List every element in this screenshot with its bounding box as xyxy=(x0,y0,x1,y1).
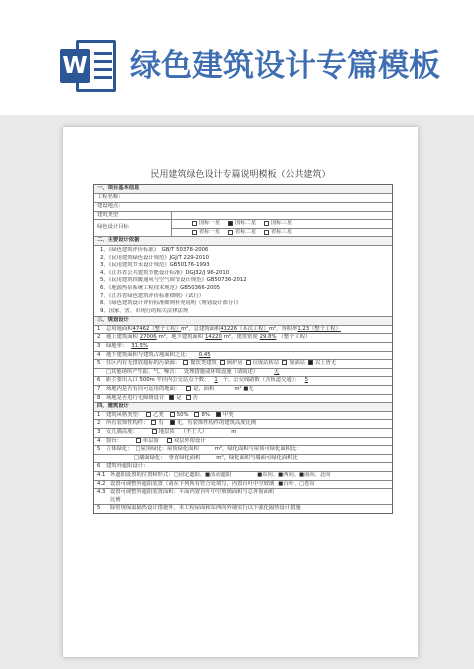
rating-option[interactable] xyxy=(228,229,264,237)
field-label: 个，公交线路数（含轨道交通）： xyxy=(222,377,300,384)
table-row xyxy=(94,419,392,428)
checkbox[interactable] xyxy=(246,360,251,365)
row-content xyxy=(106,377,392,385)
option[interactable] xyxy=(167,438,206,446)
row-number: 5 xyxy=(97,446,101,453)
option[interactable] xyxy=(169,395,181,403)
checkbox[interactable] xyxy=(169,395,174,400)
option[interactable] xyxy=(194,412,209,420)
field-label: □其他场所产生振、气、噪音： xyxy=(106,368,180,375)
row-number: 4.2 xyxy=(97,480,106,487)
row-number: 1 xyxy=(97,325,101,332)
checkbox[interactable] xyxy=(167,438,172,443)
rating-option[interactable] xyxy=(264,220,300,228)
rating-option[interactable] xyxy=(192,229,228,237)
word-icon xyxy=(60,38,118,94)
field-label: ■东向、■西向、■南向、北向 xyxy=(257,471,331,478)
field-label: 处理措施或环境设施（请简述） xyxy=(183,368,259,375)
banner xyxy=(0,0,474,115)
word-logo-letter: W xyxy=(60,49,90,83)
option-label: 无，有装饰性构件的建筑高度比例 xyxy=(176,420,257,427)
field-label: 场地是否进行无障碍设计 xyxy=(106,394,165,401)
checkbox[interactable] xyxy=(192,230,197,235)
logo-line xyxy=(94,60,112,63)
row-content xyxy=(106,395,392,403)
row-number xyxy=(94,369,106,377)
field-label: □墙面绿化： xyxy=(134,454,166,461)
table-row xyxy=(94,342,392,351)
checkbox[interactable] xyxy=(228,221,233,226)
field-label: 距主要出入口 500m 半径内公交站点个数： xyxy=(106,377,210,384)
option-label: 8% xyxy=(201,411,210,418)
rating-option[interactable] xyxy=(192,220,228,228)
table-row xyxy=(94,504,392,513)
option-label: 双层外窗设计 xyxy=(173,437,206,444)
rating-label: 省标三星 xyxy=(271,228,293,235)
field-value[interactable]: 41226（本次工程） xyxy=(220,325,269,332)
field-label: 场地内是否有向可运用的地面： xyxy=(106,386,181,393)
field-label: m²，建筑密度 xyxy=(223,334,258,341)
field-label: m²，绿化面积与屋顶可绿化面积比： xyxy=(214,446,302,453)
row-content xyxy=(106,412,392,420)
table-row xyxy=(94,445,392,454)
field-value[interactable]: 47462（整个工程） xyxy=(132,325,182,332)
table-row xyxy=(94,480,392,489)
row-number: 2 xyxy=(97,420,101,427)
option-label: 甲类 xyxy=(222,411,234,418)
target-options xyxy=(172,220,392,236)
option[interactable] xyxy=(183,360,217,368)
checkbox[interactable] xyxy=(228,230,233,235)
field-label: 所有装饰性构件： xyxy=(106,420,149,427)
option[interactable] xyxy=(151,420,163,428)
row-content xyxy=(106,369,392,377)
table-row xyxy=(94,193,392,202)
building-type-value xyxy=(172,212,392,220)
basis-item: 6、《地源热泵系统工程技术规范》GB50366-2005 xyxy=(100,284,221,291)
option-label: 单层窗 xyxy=(142,437,159,444)
document-page xyxy=(63,127,418,657)
checkbox[interactable] xyxy=(220,360,225,365)
row-number: 6 xyxy=(97,463,101,470)
row-number: 8 xyxy=(97,394,101,401)
option-label: 以上皆无 xyxy=(314,360,337,367)
table-row xyxy=(94,333,392,342)
table-row xyxy=(94,351,392,360)
field-label: ■百叶、□卷帘 xyxy=(278,480,315,487)
basis-item: 9、国家、省、市现行的相关法律法规 xyxy=(100,307,189,314)
field-label: 立体绿化： xyxy=(106,446,133,453)
checkbox[interactable] xyxy=(264,221,269,226)
field-label: 绿地率： xyxy=(106,343,128,350)
option-label: 锅炉房 xyxy=(226,360,243,367)
basis-items xyxy=(94,246,392,316)
field-label: m²，总建筑面积 xyxy=(181,325,221,332)
rating-label: 国标二星 xyxy=(235,220,257,227)
row-number: 4.3 xyxy=(97,489,106,496)
building-type-label: 建筑类型 xyxy=(94,212,172,220)
table-row xyxy=(94,325,392,334)
table-row xyxy=(94,394,392,403)
checkbox[interactable] xyxy=(146,412,151,417)
checkbox[interactable] xyxy=(170,420,175,425)
basis-item: 8、《绿色建筑设计评价标准细则补充说明（规划设计部分）》 xyxy=(100,300,242,307)
checkbox[interactable] xyxy=(216,412,221,417)
row-number: 4.1 xyxy=(97,471,106,478)
document-title: 民用建筑绿色设计专篇说明模板（公共建筑） xyxy=(150,170,331,180)
row-content xyxy=(110,489,392,504)
option[interactable] xyxy=(282,360,305,368)
option-label: 垃圾站转站 xyxy=(252,360,280,367)
section-heading: 一、项目基本信息 xyxy=(94,185,392,193)
rating-label: 国标三星 xyxy=(271,220,293,227)
option[interactable] xyxy=(170,412,189,420)
option-label: 加油站 xyxy=(289,360,305,367)
row-content xyxy=(106,326,392,334)
checkbox[interactable] xyxy=(282,360,287,365)
row-content xyxy=(110,481,392,489)
row-number: 4 xyxy=(97,437,101,444)
rating-label: 省标二星 xyxy=(235,228,257,235)
option[interactable] xyxy=(308,360,336,368)
field-value[interactable]: 1 xyxy=(214,377,218,384)
row-content xyxy=(110,472,392,480)
row-number: 4 xyxy=(97,351,101,358)
table-row xyxy=(94,368,392,377)
checkbox[interactable] xyxy=(186,386,191,391)
basis-item: 7、《江苏省绿色建筑评价标准细则》（试行） xyxy=(100,292,205,299)
field-label: 外遮阳设置的位置和形式：□固定遮阳、■活动遮阳 xyxy=(110,471,232,478)
row-number: 2 xyxy=(97,334,101,341)
option[interactable] xyxy=(246,360,280,368)
table-row xyxy=(94,454,392,463)
option-label: 有 xyxy=(158,420,164,427)
row-number: 5 xyxy=(97,360,101,367)
option[interactable] xyxy=(216,412,234,420)
field-label: （整个工程） xyxy=(278,334,311,341)
basis-list xyxy=(94,245,392,316)
option-label: 是，面积 xyxy=(193,386,215,393)
logo-line xyxy=(94,52,112,55)
field-label: 建筑外遮阳设计： xyxy=(106,463,149,470)
row-number: 5 xyxy=(97,505,101,512)
field-value[interactable] xyxy=(121,497,149,505)
rating-row-national xyxy=(172,220,392,228)
row-content xyxy=(106,429,392,437)
field-value[interactable]: 5 xyxy=(304,377,308,384)
field-label: 女儿墙高度： xyxy=(106,429,138,436)
checkbox[interactable] xyxy=(264,230,269,235)
basis-item: 3、《民用建筑节水设计规范》GB50176-1993 xyxy=(100,262,210,269)
section-heading: 二、主要设计依据 xyxy=(94,236,392,245)
checkbox[interactable] xyxy=(186,395,191,400)
option[interactable] xyxy=(186,395,198,403)
checkbox[interactable] xyxy=(194,412,199,417)
field-label: □屋顶绿化：屋顶绿化面积 xyxy=(135,446,199,453)
option[interactable] xyxy=(170,420,256,428)
checkbox[interactable] xyxy=(183,360,188,365)
table-row xyxy=(94,428,392,437)
field-label: （不上人） xyxy=(180,429,208,436)
row-content xyxy=(106,463,392,471)
field-label: 地上建筑面积 xyxy=(106,334,138,341)
field-value[interactable]: 1.23（整个工程） xyxy=(297,325,341,332)
basis-item: 4、《江苏省公共建筑节能设计标准》DGJ32/J 96-2010 xyxy=(100,269,230,276)
row-content xyxy=(106,386,392,394)
rating-label: 国标一星 xyxy=(199,220,221,227)
option-label: 乙类 xyxy=(153,411,164,418)
table-row xyxy=(94,211,392,220)
field-value[interactable]: 29.8% xyxy=(259,334,277,341)
basis-item: 1、《绿色建筑评价标准》 GB/T 50378-2006 xyxy=(100,246,209,253)
rating-option[interactable] xyxy=(228,220,264,228)
basis-item: 2、《民用建筑绿色设计规范》JGJ/T 229-2010 xyxy=(100,254,210,261)
field-label: m²，绿化面积与墙面可绿化面积比 xyxy=(216,454,298,461)
field-label: m² ■无 xyxy=(234,386,254,393)
option[interactable] xyxy=(146,412,164,420)
option[interactable] xyxy=(220,360,243,368)
field-label: 地下建筑面积与建筑占地面积之比： xyxy=(106,351,191,358)
field-label: 住区内有无排放超标的污染源： xyxy=(106,360,181,367)
field-label: m²，容积率 xyxy=(268,325,298,332)
field-value[interactable]: 无 xyxy=(274,368,280,375)
section-heading: 四、建筑设计 xyxy=(94,402,392,411)
checkbox[interactable] xyxy=(192,221,197,226)
option-label: 50% xyxy=(176,411,189,418)
table-row xyxy=(94,488,392,504)
field-value[interactable]: 14220 xyxy=(205,334,222,341)
field-label: m²，地下建筑面积 xyxy=(158,334,204,341)
field-label: 除常规保温隔热设计措施外，本工程屋面和东西向外墙实行以下强化隔热设计措施 xyxy=(110,505,301,512)
field-value[interactable]: 27006 xyxy=(139,334,157,341)
table-row xyxy=(94,376,392,385)
checkbox[interactable] xyxy=(151,420,156,425)
field-value[interactable]: 0.45 xyxy=(198,351,211,358)
table-row xyxy=(94,385,392,394)
row-content xyxy=(106,352,392,360)
rating-row-provincial xyxy=(172,228,392,237)
option-label: 是 xyxy=(176,394,182,401)
table-row xyxy=(94,411,392,420)
option-label: 否 xyxy=(192,394,198,401)
option[interactable] xyxy=(136,438,159,446)
field-label: m xyxy=(231,429,237,436)
row-number: 3 xyxy=(97,343,101,350)
row-content xyxy=(106,360,392,368)
row-content xyxy=(106,446,392,454)
table-row xyxy=(94,219,392,236)
option-label: 餐饮类建筑 xyxy=(190,360,217,367)
logo-line xyxy=(94,76,112,79)
rating-label: 省标一星 xyxy=(199,228,221,235)
field-value[interactable]: 31.5% xyxy=(131,343,149,350)
table-row xyxy=(94,437,392,446)
table-row xyxy=(94,359,392,368)
location-label: 建设地点： xyxy=(97,202,124,209)
form-table xyxy=(93,184,393,514)
row-content xyxy=(106,334,392,342)
banner-title: 绿色建筑设计专篇模板 xyxy=(130,48,440,84)
field-label: 比例 xyxy=(110,496,121,503)
row-number: 1 xyxy=(97,411,101,418)
field-label: 建筑风格类型： xyxy=(106,411,144,418)
table-row xyxy=(94,471,392,480)
rating-option[interactable] xyxy=(264,229,300,237)
option[interactable] xyxy=(186,386,214,394)
table-row xyxy=(94,202,392,211)
basis-item: 5、《民用建筑供暖通风与空气调节设计规范》GB50736-2012 xyxy=(100,277,247,284)
option[interactable] xyxy=(152,429,175,437)
row-number: 7 xyxy=(97,386,101,393)
row-content xyxy=(110,505,392,513)
field-label: 垂直绿化面积 xyxy=(168,454,201,461)
field-label: 总用地面积 xyxy=(106,325,133,332)
checkbox[interactable] xyxy=(136,438,141,443)
checkbox[interactable] xyxy=(308,360,313,365)
row-content xyxy=(106,420,392,428)
row-content xyxy=(106,438,392,446)
table-row xyxy=(94,462,392,471)
field-label: 窗台： xyxy=(106,437,122,444)
row-content xyxy=(106,343,392,351)
target-label: 绿色设计目标 xyxy=(94,220,172,236)
row-number xyxy=(94,455,106,463)
checkbox[interactable] xyxy=(152,429,157,434)
row-number: 3 xyxy=(97,429,101,436)
section-heading: 三、规划设计 xyxy=(94,316,392,325)
row-content xyxy=(106,455,392,463)
project-name-label: 工程名称： xyxy=(97,194,124,201)
field-label: 设置可调整外遮阳装置面积：平面内置百叶中空玻璃面积与总外窗面积 xyxy=(110,489,275,496)
logo-line xyxy=(94,68,112,71)
row-number: 6 xyxy=(97,377,101,384)
checkbox[interactable] xyxy=(170,412,175,417)
option-label: 地层顶 xyxy=(158,429,175,436)
field-label: 设置可调整外遮阳装置（请在下列所有符合处填写，内置百叶中空玻璃 xyxy=(110,480,275,487)
